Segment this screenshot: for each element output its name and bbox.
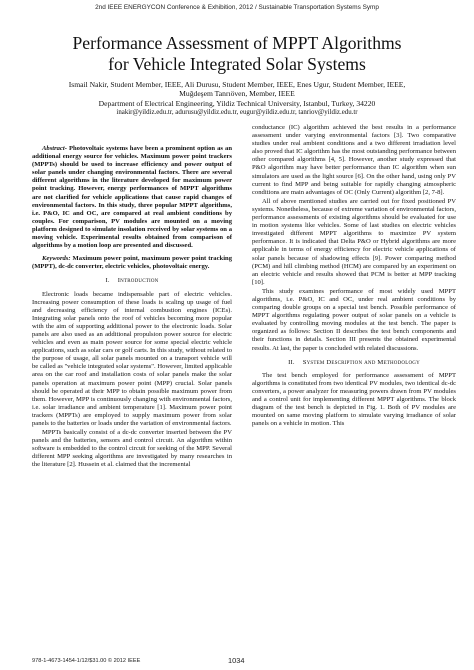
section-heading-system-description <box>252 359 456 367</box>
keywords <box>32 255 232 271</box>
body-paragraph: The test bench employed for performance assessment of MPPT algorithms is constituted from two identical PV modules, two identical dc-dc converters, a power analyzer for measuring powers drawn from PV modules and a control unit for implementing different MPPT algorithms. The block diagram of the test bench is depicted in Fig. 1. Both of PV modules are mounted on same moving platform to simulate varying irradiance of solar panels on a vehicle in motion. This <box>252 371 456 428</box>
abstract-text: Photovoltaic systems have been a prominent option as an additional energy source for vehicles. Maximum power point trackers (MPPTs) should be used to increase efficiency and power output of solar panels under changing environmental factors. There are several different algorithms in the literature developed for maximum power point tracking. However, energy performances of MPPT algorithms are not clarified for vehicle applications that cause rapid changes of environmental factors. In this study, three popular MPPT algorithms, i.e. P&O, IC and OC, are compared at real ambient conditions by couples. For comparison, PV modules are mounted on a moving platform designed to simulate insolation received by solar systems on a moving vehicle. Experimental results obtained from comparison of algorithms by a motion loop are presented and discussed. <box>32 145 232 250</box>
abstract-paragraph <box>32 145 232 250</box>
copyright-footer: 978-1-4673-1454-1/12/$31.00 © 2012 IEEE <box>32 658 141 664</box>
left-column <box>32 145 232 471</box>
section-title: System Description and Methodology <box>302 358 420 366</box>
section-heading-introduction <box>32 277 232 285</box>
body-paragraph: All of above mentioned studies are carried out for fixed positioned PV systems. Nonetheless, because of extreme variation of environmental factors, performance assessments of existing algorithms should be evaluated for use in motion systems like vehicles. Some of last studies on electric vehicles investigated different MPPT algorithms to maximize PV system performance. It is indicated that Delta P&O or Hybrid algorithms are more applicable in terms of energy efficiency for electric vehicle applications of solar panels because of shadowing effects [9]. Power comparing method (PCM) and hill climbing method (HCM) are compared by an experiment on an electric vehicle and results showed that PCM is better at MPP tracking [10]. <box>252 197 456 286</box>
affiliation: Department of Electrical Engineering, Yildiz Technical University, Istanbul, Turkey, 34220 <box>98 98 376 108</box>
section-number: I. <box>105 277 110 285</box>
page-number: 1034 <box>228 656 245 665</box>
section-title: Introduction <box>117 277 159 285</box>
paper-title <box>20 33 454 75</box>
right-column <box>252 124 456 429</box>
conference-header: 2nd IEEE ENERGYCON Conference & Exhibition, 2012 / Sustainable Transportation Systems Symp <box>95 4 379 11</box>
abstract-label: Abstract- <box>42 145 67 152</box>
authors-line-2: Muğdeşem Tanrıöven, Member, IEEE <box>179 89 295 99</box>
title-line-2: for Vehicle Integrated Solar Systems <box>108 54 366 74</box>
author-emails: inakir@yildiz.edu.tr, adurusu@yildiz.edu.tr, eugur@yildiz.edu.tr, tanriov@yildiz.edu.tr <box>116 109 358 117</box>
section-number: II. <box>288 358 295 366</box>
keywords-label: Keywords: <box>42 255 71 263</box>
authors-line-1: Ismail Nakir, Student Member, IEEE, Ali Durusu, Student Member, IEEE, Enes Ugur, Student Member, IEEE, <box>68 80 406 89</box>
body-paragraph: This study examines performance of most widely used MPPT algorithms, i.e. P&O, IC and OC, under real ambient conditions by comparing double groups on a special test bench. Possible performance of MPPT algorithms regulating power output of solar panels on a vehicle is evaluated by controlling moving modules at the test bench. The paper is organized as follows: Section II describes the test bench components and their functions in details. Section III presents the obtained experimental results. At last, the paper is concluded with related discussions. <box>252 287 456 352</box>
body-paragraph: Electronic loads became indispensable part of electric vehicles. Increasing power consumption of these loads is scaling up usage of fuel and decreasing efficiency of internal combustion engines (ICEs). Integrating solar panels onto the roof of vehicles becoming more popular with the aim of supporting additional power to the electronic loads. Solar panels are also used as an additional propulsion power source for electric vehicles and even as main power source for some special electric vehicle applications, such as solar cars or golf carts. In this study, without related to the purpose of usage, all solar panels mounted on a transport vehicle will be called as "vehicle integrated solar systems". However, limited applicable area on the car roof and installation costs of solar panels make the solar panels operation at maximum power point (MPP) crucial. Solar panels should be operated at their MPP to obtain possible maximum power from them. However, MPP is continuously changing with environmental factors, i.e. solar irradiance and ambient temperature [1]. Maximum power point trackers (MPPTs) are employed to supply maximum power from solar panels to the batteries or loads under the variation of environmental factors. <box>32 290 232 427</box>
title-line-1: Performance Assessment of MPPT Algorithms <box>72 33 402 53</box>
keywords-paragraph <box>32 255 232 271</box>
author-block <box>20 80 454 118</box>
body-paragraph: MPPTs basically consist of a dc-dc converter inserted between the PV panels and the batteries, sensors and control circuit. An algorithm within software is embedded to the control circuit for seeking of the MPP. Several different MPP seeking algorithms are investigated by many researches in the literature [2]. Hussein et al. claimed that the incremental <box>32 429 232 469</box>
abstract <box>32 145 232 250</box>
body-paragraph: conductance (IC) algorithm achieved the best results in a performance assessment under varying environmental factors [3]. Two comparative studies under real ambient conditions and a two different irradiation level also proved that IC algorithm has the most outstanding performance between other compared algorithms [4, 5]. However, another study expressed that P&O algorithm may have better performance than IC algorithm when sun simulators are used as the light source [6]. On the other hand, using only PV current to find MPP and being suitable for rapidly changing atmospheric conditions are main advantages of OC (Only Current) algorithm [2, 7-8]. <box>252 124 456 196</box>
keywords-text: Maximum power point, maximum power point tracking (MPPT), dc-dc converter, electric vehicles, photovoltaic energy. <box>32 255 232 271</box>
